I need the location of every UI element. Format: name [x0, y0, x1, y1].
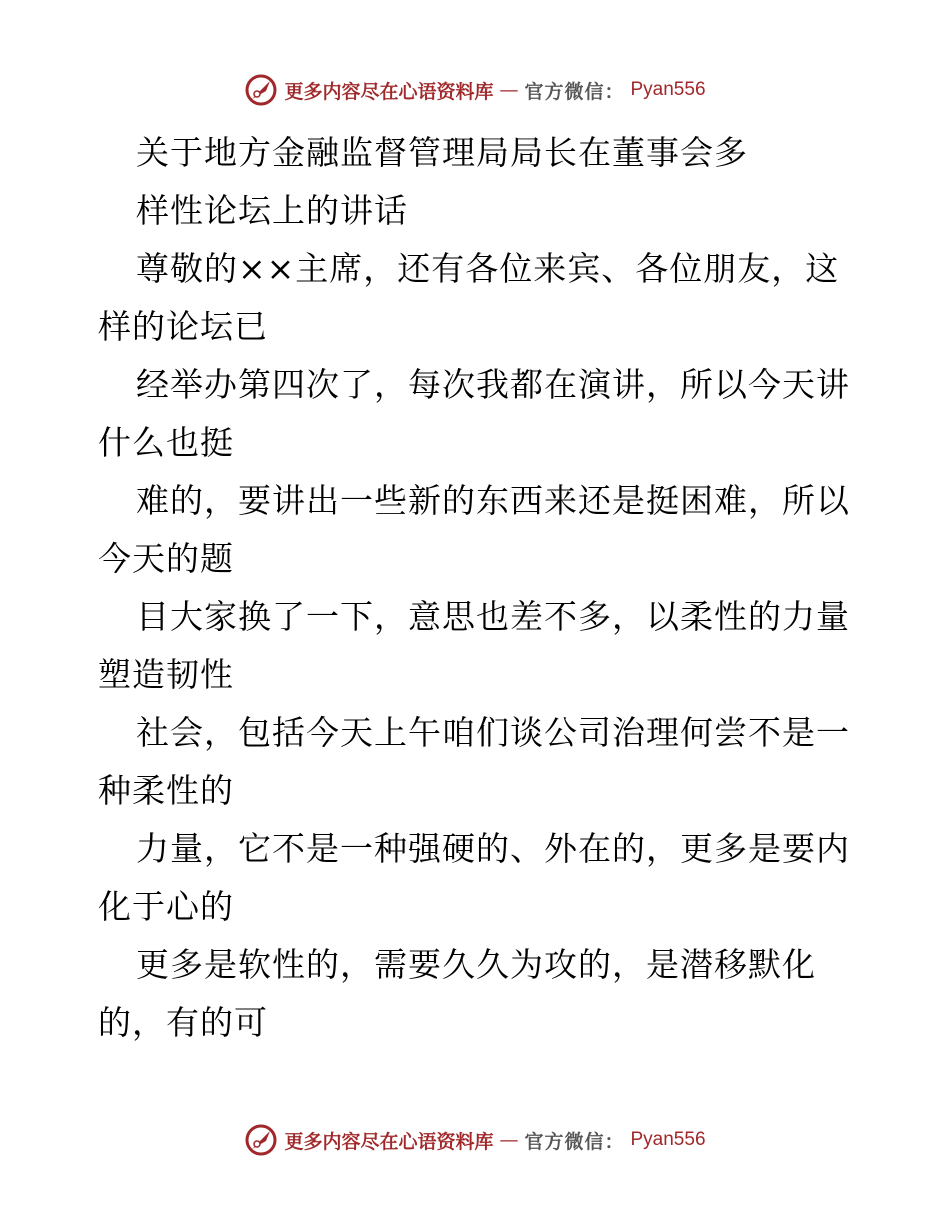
header-banner [0, 70, 950, 110]
text-line: 样的论坛已 [98, 307, 268, 346]
quill-seal-icon [244, 1123, 278, 1157]
text-line: 经举办第四次了，每次我都在演讲，所以今天讲 [136, 365, 850, 404]
text-line: 更多是软性的，需要久久为攻的，是潜移默化 [136, 945, 816, 984]
document-body [98, 124, 858, 1052]
banner-wechat-label: 官方微信： [524, 80, 625, 103]
banner-wechat-id: Pyan556 [630, 1129, 706, 1150]
quill-seal-icon [244, 73, 278, 107]
text-line: 什么也挺 [98, 423, 234, 462]
text-line: 样性论坛上的讲话 [136, 191, 408, 230]
banner-dash: — [499, 79, 519, 101]
text-line: 化于心的 [98, 887, 234, 926]
banner-dash: — [499, 1129, 519, 1151]
text-line: 今天的题 [98, 539, 234, 578]
text-line: 塑造韧性 [98, 655, 234, 694]
text-line: 力量，它不是一种强硬的、外在的，更多是要内 [136, 829, 850, 868]
text-line: 的，有的可 [98, 1003, 268, 1042]
text-line: 关于地方金融监督管理局局长在董事会多 [136, 133, 748, 172]
footer-banner [0, 1120, 950, 1160]
banner-wechat-id: Pyan556 [630, 79, 706, 100]
text-line: 目大家换了一下，意思也差不多，以柔性的力量 [136, 597, 850, 636]
text-line: 难的，要讲出一些新的东西来还是挺困难，所以 [136, 481, 850, 520]
text-line: 社会，包括今天上午咱们谈公司治理何尝不是一 [136, 713, 850, 752]
text-line: 尊敬的××主席，还有各位来宾、各位朋友，这 [136, 249, 840, 288]
banner-wechat-label: 官方微信： [524, 1130, 625, 1153]
text-line: 种柔性的 [98, 771, 234, 810]
banner-title: 更多内容尽在心语资料库 [284, 1130, 494, 1153]
banner-title: 更多内容尽在心语资料库 [284, 80, 494, 103]
